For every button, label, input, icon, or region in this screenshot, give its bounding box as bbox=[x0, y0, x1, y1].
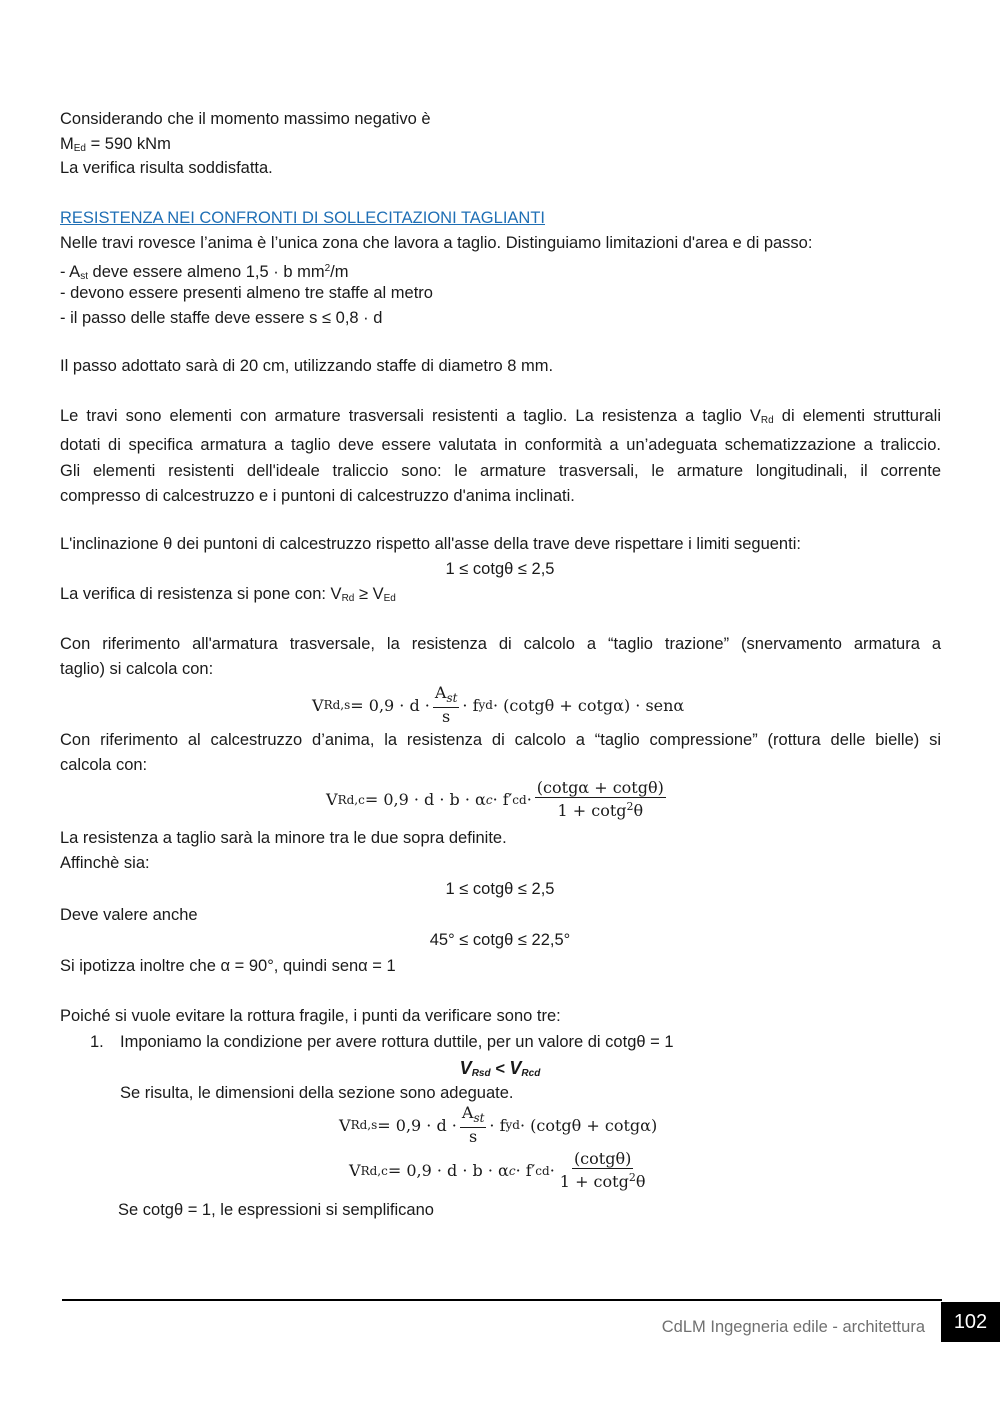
paragraph-anima: Nelle travi rovesce l’anima è l’unica zona che lavora a taglio. Distinguiamo limitazioni d'area e di passo: bbox=[60, 234, 813, 252]
equation-vrdc-simplified: V Rd,c = 0,9 · d · b · α c · f′ cd · $\frac{(\cot g\theta)}{1 + \cot g^2\theta}$ bbox=[349, 1149, 646, 1191]
paragraph-minore: La resistenza a taglio sarà la minore tra le due sopra definite. bbox=[60, 829, 507, 847]
paragraph-intro: Considerando che il momento massimo negativo è bbox=[60, 110, 431, 128]
page-number: 102 bbox=[941, 1302, 1000, 1342]
equation-vrds: V Rd,s = 0,9 · d · $\frac{A_{st}}{s}$ · f yd · (cotgθ + cotgα) · senα bbox=[312, 683, 685, 726]
paragraph-affinche: Affinchè sia: bbox=[60, 854, 150, 872]
limit-angle: 45° ≤ cotgθ ≤ 22,5° bbox=[429, 931, 571, 949]
list-item: - $A_{st}$ deve essere almeno 1,5 · b $mm^2/m$ bbox=[60, 263, 349, 282]
paragraph-adeguate: Se risulta, le dimensioni della sezione sono adeguate. bbox=[120, 1084, 514, 1102]
equation-vrdc: V Rd,c = 0,9 · d · b · α c · f′ cd · $\frac{(\cot g\alpha + \cot g\theta)}{1 + \cot g^2\theta}$ bbox=[326, 778, 664, 820]
list-item: - devono essere presenti almeno tre staffe al metro bbox=[60, 284, 433, 302]
condition-vrsd-vrcd: $V_{Rsd} < V_{Rcd}$ bbox=[459, 1058, 541, 1079]
equation-vrds-simplified: V Rd,s = 0,9 · d · $\frac{A_{st}}{s}$ · f yd · (cotgθ + cotgα) bbox=[339, 1103, 658, 1146]
paragraph-compressione: Con riferimento al calcestruzzo d’anima, la resistenza di calcolo a “taglio compressione” (rottura delle bielle) si calcola con: bbox=[60, 731, 941, 775]
paragraph-trazione: Con riferimento all'armatura trasversale, la resistenza di calcolo a “taglio trazione” (snervamento armatura a taglio) si calcola con: bbox=[60, 635, 941, 679]
paragraph-anche: Deve valere anche bbox=[60, 906, 198, 924]
footer-divider bbox=[62, 1299, 942, 1301]
section-heading: RESISTENZA NEI CONFRONTI DI SOLLECITAZIONI TAGLIANTI bbox=[60, 209, 545, 227]
paragraph-verifica: La verifica di resistenza si pone con: $V_{Rd} \ge V_{Ed}$ bbox=[60, 585, 396, 604]
paragraph-alpha: Si ipotizza inoltre che α = 90°, quindi senα = 1 bbox=[60, 957, 396, 975]
limit-cotg: 1 ≤ cotgθ ≤ 2,5 bbox=[445, 560, 555, 578]
paragraph-semplificano: Se cotgθ = 1, le espressioni si semplificano bbox=[118, 1201, 434, 1219]
paragraph-inclinazione: L'inclinazione θ dei puntoni di calcestruzzo rispetto all'asse della trave deve rispettare i limiti seguenti: bbox=[60, 535, 801, 553]
verification-result: La verifica risulta soddisfatta. bbox=[60, 159, 273, 177]
paragraph-traliccio: Le travi sono elementi con armature trasversali resistenti a taglio. La resistenza a taglio $V_{Rd}$ di elementi strutturali dotati di specifica armatura a taglio deve essere valutata in conformità a un’adeguata schematizzazione a traliccio. Gli elementi resistenti dell'ideale traliccio sono: le armature trasversali, le armature longitudinali, il corrente compresso di calcestruzzo e i puntoni di calcestruzzo d'anima inclinati. bbox=[60, 407, 941, 505]
list-item: 1. Imponiamo la condizione per avere rottura duttile, per un valore di cotgθ = 1 bbox=[90, 1033, 674, 1051]
paragraph-rottura: Poiché si vuole evitare la rottura fragile, i punti da verificare sono tre: bbox=[60, 1007, 561, 1025]
list-item: - il passo delle staffe deve essere s ≤ 0,8 · d bbox=[60, 309, 383, 327]
limit-cotg: 1 ≤ cotgθ ≤ 2,5 bbox=[445, 880, 555, 898]
moment-value: $M_{Ed} = 590$ kNm bbox=[60, 135, 171, 154]
footer-course: CdLM Ingegneria edile - architettura bbox=[661, 1318, 925, 1336]
paragraph-passo: Il passo adottato sarà di 20 cm, utilizzando staffe di diametro 8 mm. bbox=[60, 357, 554, 375]
